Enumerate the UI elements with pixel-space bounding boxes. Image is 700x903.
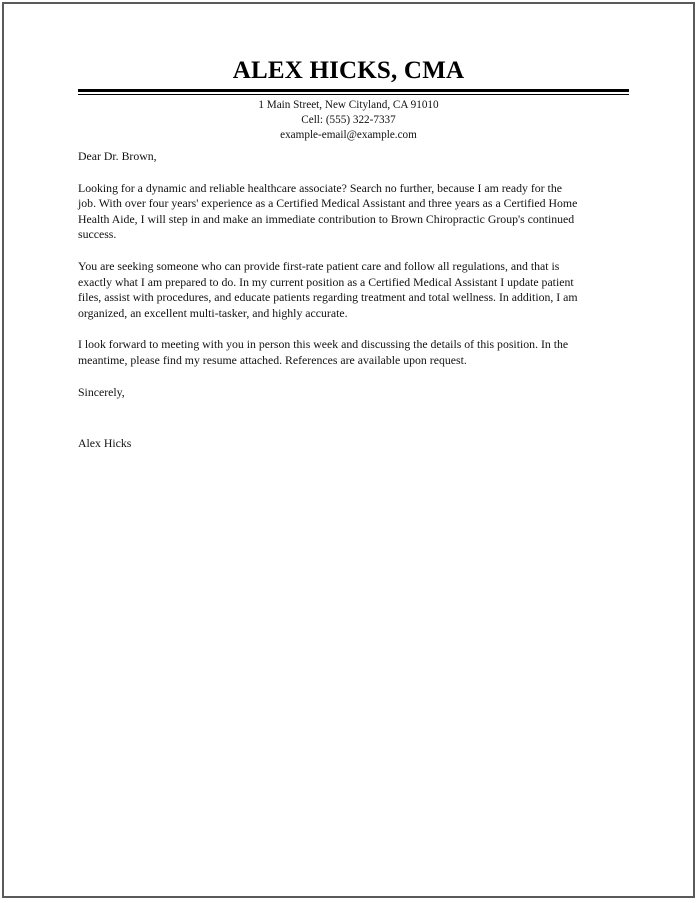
signature: Alex Hicks <box>78 436 132 451</box>
paragraph-intro <box>78 181 638 243</box>
letter-page <box>2 2 695 898</box>
paragraph-line: You are seeking someone who can provide first-rate patient care and follow all regulations, and that is <box>78 258 560 273</box>
contact-block <box>4 98 693 143</box>
paragraph-qualifications <box>78 259 638 321</box>
paragraph-closing <box>78 337 638 368</box>
paragraph-line: organized, an excellent multi-tasker, and highly accurate. <box>78 305 348 320</box>
contact-email: example-email@example.com <box>280 129 417 141</box>
applicant-name: ALEX HICKS, CMA <box>232 57 465 84</box>
salutation: Dear Dr. Brown, <box>78 149 157 163</box>
header-rule-thin <box>78 94 629 95</box>
paragraph-line: success. <box>78 227 117 242</box>
letter-body <box>78 149 638 468</box>
paragraph-line: Health Aide, I will step in and make an immediate contribution to Brown Chiropractic Group's continued <box>78 211 575 226</box>
letter-header <box>4 56 693 86</box>
contact-cell: Cell: (555) 322-7337 <box>301 114 396 126</box>
paragraph-line: meantime, please find my resume attached. References are available upon request. <box>78 352 467 367</box>
paragraph-line: files, assist with procedures, and educate patients regarding treatment and total wellness. In addition, I am <box>78 290 578 305</box>
paragraph-line: I look forward to meeting with you in person this week and discussing the details of this position. In the <box>78 337 569 352</box>
paragraph-line: job. With over four years' experience as a Certified Medical Assistant and three years as a Certified Home <box>78 196 578 211</box>
paragraph-line: Looking for a dynamic and reliable healthcare associate? Search no further, because I am ready for the <box>78 180 562 195</box>
contact-address: 1 Main Street, New Cityland, CA 91010 <box>258 99 439 111</box>
header-rule-thick <box>78 89 629 92</box>
closing: Sincerely, <box>78 384 125 399</box>
paragraph-line: exactly what I am prepared to do. In my current position as a Certified Medical Assistant I update patient <box>78 274 574 289</box>
